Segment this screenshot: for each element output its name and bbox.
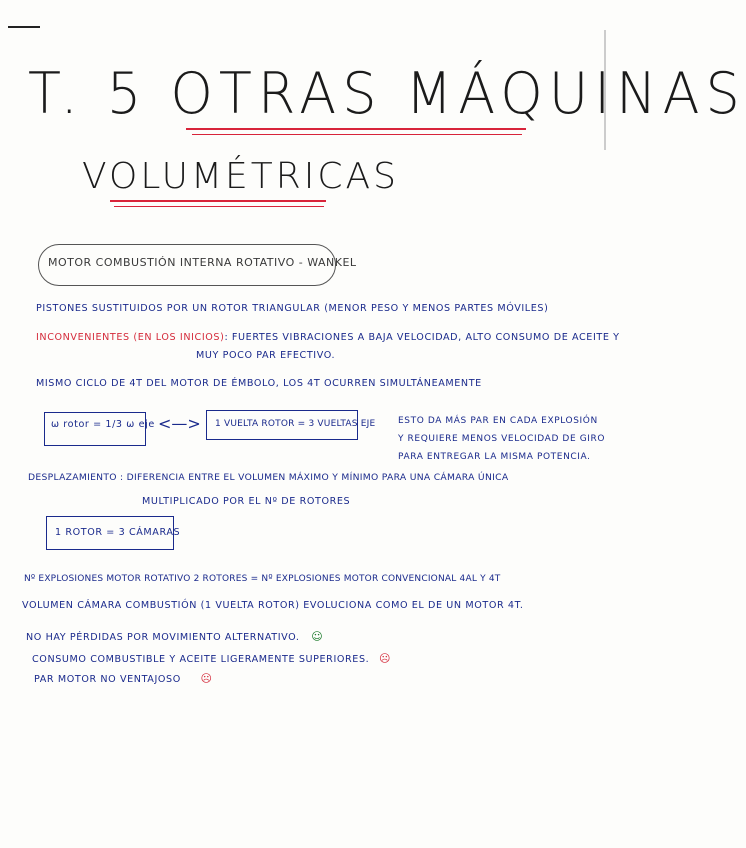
explanation-1: ESTO DA MÁS PAR EN CADA EXPLOSIÓN	[398, 416, 598, 426]
bullet-inconvenientes	[36, 332, 620, 343]
bullet-perdidas	[26, 630, 323, 643]
bullet-volumen: VOLUMEN CÁMARA COMBUSTIÓN (1 VUELTA ROTOR) EVOLUCIONA COMO EL DE UN MOTOR 4T.	[22, 600, 524, 611]
chambers-box	[46, 516, 181, 550]
chambers-box-text: 1 ROTOR = 3 CÁMARAS	[55, 527, 181, 538]
inconvenientes-text: : FUERTES VIBRACIONES A BAJA VELOCIDAD, ALTO CONSUMO DE ACEITE Y	[224, 332, 620, 343]
rotor-box-text: 1 VUELTA ROTOR = 3 VUELTAS EJE	[215, 419, 376, 429]
title-underline-1	[186, 128, 526, 130]
page-title: T. 5 OTRAS MÁQUINAS	[28, 60, 746, 127]
perdidas-text: NO HAY PÉRDIDAS POR MOVIMIENTO ALTERNATIVO.	[26, 632, 300, 643]
desplazamiento-cont: MULTIPLICADO POR EL Nº DE ROTORES	[142, 496, 351, 507]
equivalence-arrow: <—>	[158, 414, 201, 433]
inconvenientes-cont: MUY POCO PAR EFECTIVO.	[196, 350, 336, 361]
formula-text: ω rotor = 1/3 ω eje	[51, 419, 155, 430]
page-title-line2: VOLUMÉTRICAS	[82, 156, 399, 197]
bullet-ciclo: MISMO CICLO DE 4T DEL MOTOR DE ÉMBOLO, LOS 4T OCURREN SIMULTÁNEAMENTE	[36, 378, 482, 389]
sad-icon: ☹	[378, 652, 392, 665]
title-underline-1b	[192, 134, 522, 135]
line-par	[34, 672, 213, 685]
smile-icon: ☺	[311, 630, 324, 643]
title-underline-2b	[114, 206, 324, 207]
title-underline-2	[110, 200, 326, 202]
subtitle: MOTOR COMBUSTIÓN INTERNA ROTATIVO - WANKEL	[48, 256, 357, 269]
bullet-explosiones: Nº EXPLOSIONES MOTOR ROTATIVO 2 ROTORES = Nº EXPLOSIONES MOTOR CONVENCIONAL 4AL Y 4T	[24, 574, 501, 584]
line-consumo	[32, 652, 391, 665]
corner-mark	[8, 26, 40, 28]
consumo-text: CONSUMO COMBUSTIBLE Y ACEITE LIGERAMENTE SUPERIORES.	[32, 654, 370, 665]
inconvenientes-label: INCONVENIENTES (EN LOS INICIOS)	[36, 332, 225, 343]
sad-icon-2: ☹	[200, 672, 213, 685]
explanation-2: Y REQUIERE MENOS VELOCIDAD DE GIRO	[398, 434, 606, 444]
explanation-3: PARA ENTREGAR LA MISMA POTENCIA.	[398, 452, 591, 462]
par-text: PAR MOTOR NO VENTAJOSO	[34, 674, 181, 685]
bullet-pistones: PISTONES SUSTITUIDOS POR UN ROTOR TRIANGULAR (MENOR PESO Y MENOS PARTES MÓVILES)	[36, 303, 549, 314]
rotor-box	[206, 410, 376, 440]
bullet-desplazamiento: DESPLAZAMIENTO : DIFERENCIA ENTRE EL VOLUMEN MÁXIMO Y MÍNIMO PARA UNA CÁMARA ÚNICA	[28, 472, 509, 483]
formula-box	[44, 412, 155, 446]
